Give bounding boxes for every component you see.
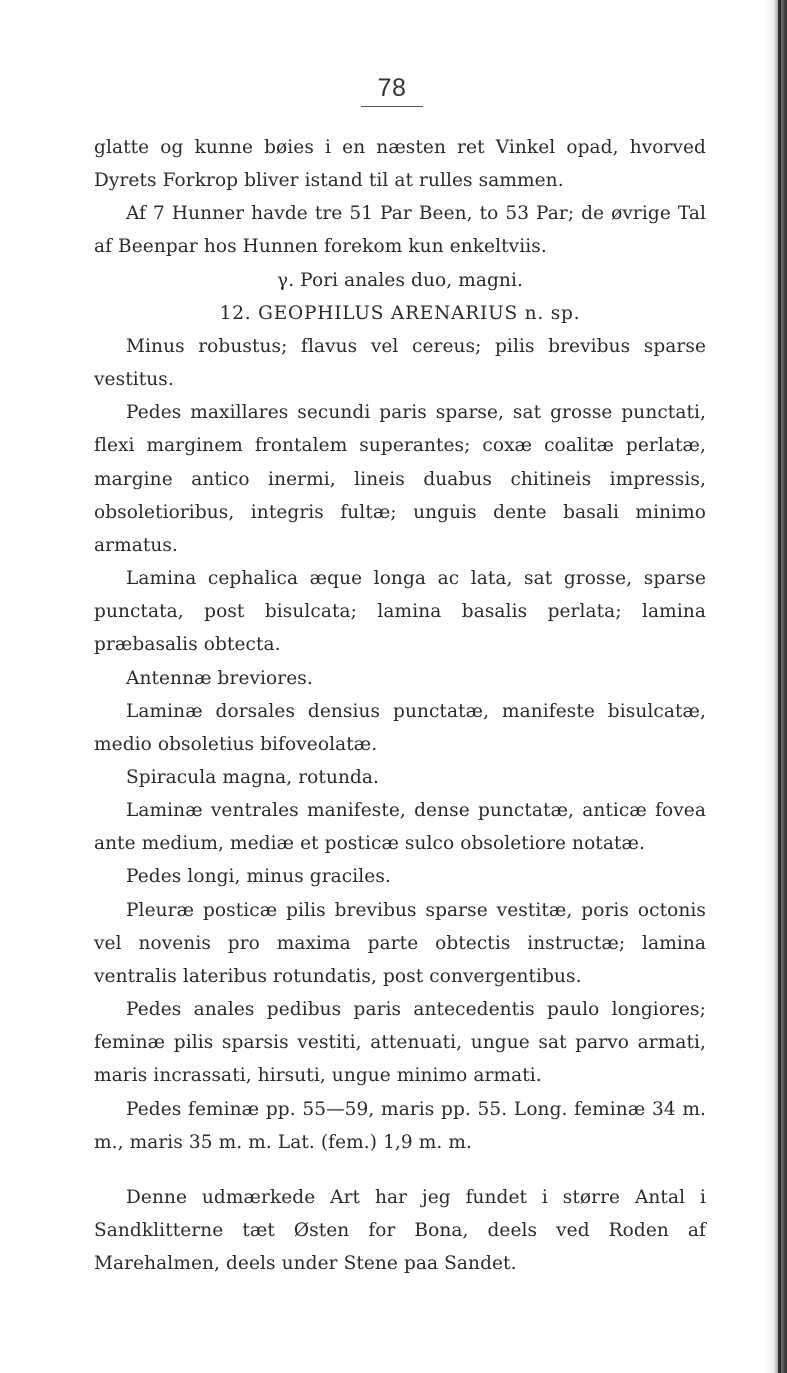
paragraph-pedes-anales: Pedes anales pedibus paris antecedentis paulo longiores; feminæ pilis sparsis vestiti, attenuati, ungue sat parvo armati, maris incrassati, hirsuti, ungue minimo armati. bbox=[94, 999, 706, 1087]
paragraph-locality: Denne udmærkede Art har jeg fundet i større Antal i Sandklitterne tæt Østen for Bona, deels ved Roden af Marehalmen, deels under Stene paa Sandet. bbox=[94, 1186, 706, 1275]
section-heading-pori: γ. Pori anales duo, magni. bbox=[277, 269, 523, 291]
page-edge-line bbox=[778, 0, 781, 1373]
paragraph-diagnosis: Minus robustus; flavus vel cereus; pilis brevibus sparse vestitus. bbox=[94, 335, 706, 391]
paragraph-pedes-longi: Pedes longi, minus graciles. bbox=[126, 866, 391, 888]
paragraph-continuation: glatte og kunne bøies i en næsten ret Vinkel opad, hvorved Dyrets Forkrop bliver istand til at rulles sammen. bbox=[94, 137, 706, 192]
paragraph-gap bbox=[94, 1159, 706, 1181]
paragraph-lamina-cephalica: Lamina cephalica æque longa ac lata, sat grosse, sparse punctata, post bisulcata; lamina basalis perlata; lamina præbasalis obtecta. bbox=[94, 568, 706, 656]
paragraph-laminae-ventrales: Laminæ ventrales manifeste, dense punctatæ, anticæ fovea ante medium, mediæ et posticæ sulco obsoletiore notatæ. bbox=[94, 800, 706, 855]
body-text bbox=[94, 131, 706, 1280]
page-number-underline bbox=[361, 106, 423, 107]
paragraph-spiracula: Spiracula magna, rotunda. bbox=[126, 766, 380, 788]
page-number: 78 bbox=[377, 74, 407, 102]
species-heading: 12. GEOPHILUS ARENARIUS n. sp. bbox=[219, 302, 581, 324]
paragraph-pleurae: Pleuræ posticæ pilis brevibus sparse vestitæ, poris octonis vel novenis pro maxima parte obtectis instructæ; lamina ventralis lateribus rotundatis, post convergentibus. bbox=[94, 899, 706, 987]
paragraph-hunner: Af 7 Hunner havde tre 51 Par Been, to 53 Par; de øvrige Tal af Beenpar hos Hunnen forekom kun enkeltviis. bbox=[94, 203, 706, 258]
paragraph-laminae-dorsales: Laminæ dorsales densius punctatæ, manifeste bisulcatæ, medio obsoletius bifoveolatæ. bbox=[94, 700, 706, 755]
page-edge-shadow bbox=[765, 0, 787, 1373]
paragraph-pedes-maxillares: Pedes maxillares secundi paris sparse, sat grosse punctati, flexi marginem frontalem superantes; coxæ coalitæ perlatæ, margine antico inermi, lineis duabus chitineis impressis, obsoletioribus, integris fultæ; unguis dente basali minimo armatus. bbox=[94, 402, 706, 556]
paragraph-antennae: Antennæ breviores. bbox=[126, 667, 313, 689]
paragraph-measurements: Pedes feminæ pp. 55—59, maris pp. 55. Long. feminæ 34 m. m., maris 35 m. m. Lat. (fem.) 1,9 m. m. bbox=[94, 1098, 706, 1153]
